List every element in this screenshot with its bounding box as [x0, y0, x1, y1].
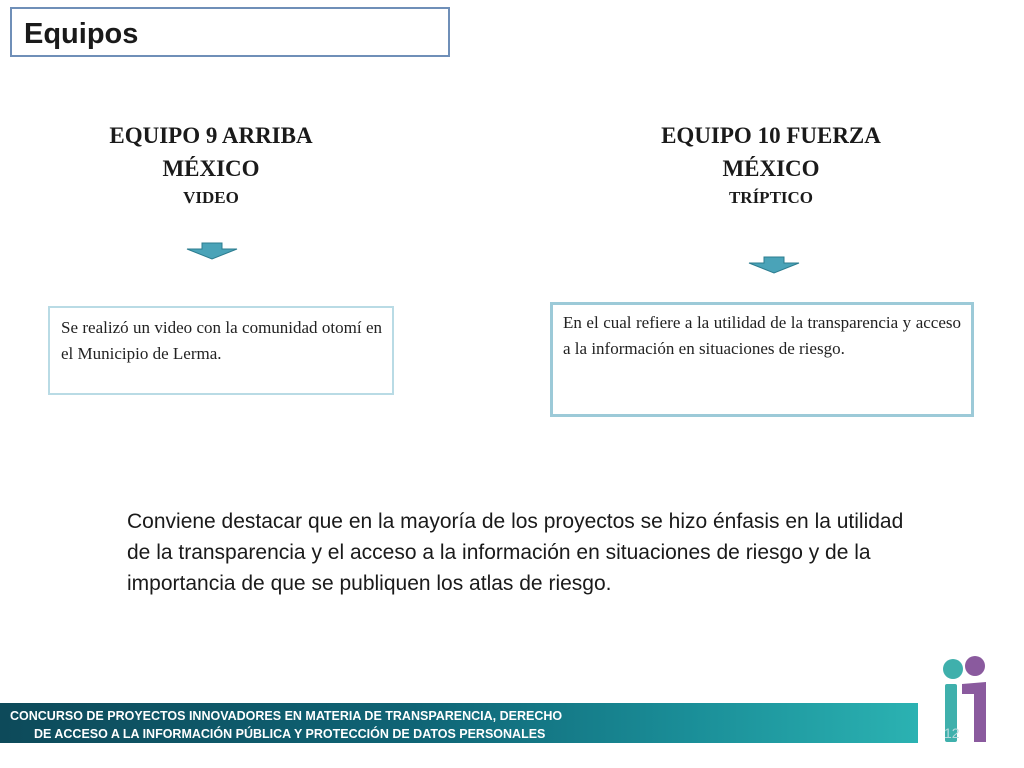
team-description: En el cual refiere a la utilidad de la transparencia y acceso a la información en situaciones de riesgo.: [563, 313, 961, 358]
down-arrow-icon: [746, 255, 802, 275]
footer-text: [10, 707, 562, 743]
page-title: Equipos: [24, 18, 139, 50]
team-description-box: [550, 302, 974, 417]
team-name: EQUIPO 9 ARRIBA MÉXICO: [109, 123, 313, 181]
team-description: Se realizó un video con la comunidad otomí en el Municipio de Lerma.: [61, 318, 382, 363]
conclusion-note: Conviene destacar que en la mayoría de los proyectos se hizo énfasis en la utilidad de la transparencia y el acceso a la información en situaciones de riesgo y de la importancia de que se publiquen los atlas de riesgo.: [127, 510, 904, 595]
team-heading-1: [61, 119, 361, 209]
team-name: EQUIPO 10 FUERZA MÉXICO: [661, 123, 881, 181]
footer-line-1: CONCURSO DE PROYECTOS INNOVADORES EN MATERIA DE TRANSPARENCIA, DERECHO: [10, 709, 563, 723]
team-kind: VIDEO: [183, 188, 239, 207]
team-description-box: [48, 306, 394, 395]
title-box: [10, 7, 450, 57]
footer-bar: [0, 703, 918, 743]
team-heading-2: [621, 119, 921, 209]
page-number: 12: [944, 725, 960, 741]
down-arrow-icon: [184, 241, 240, 261]
team-kind: TRÍPTICO: [728, 188, 814, 207]
footer-line-2: DE ACCESO A LA INFORMACIÓN PÚBLICA Y PROTECCIÓN DE DATOS PERSONALES: [34, 727, 546, 741]
